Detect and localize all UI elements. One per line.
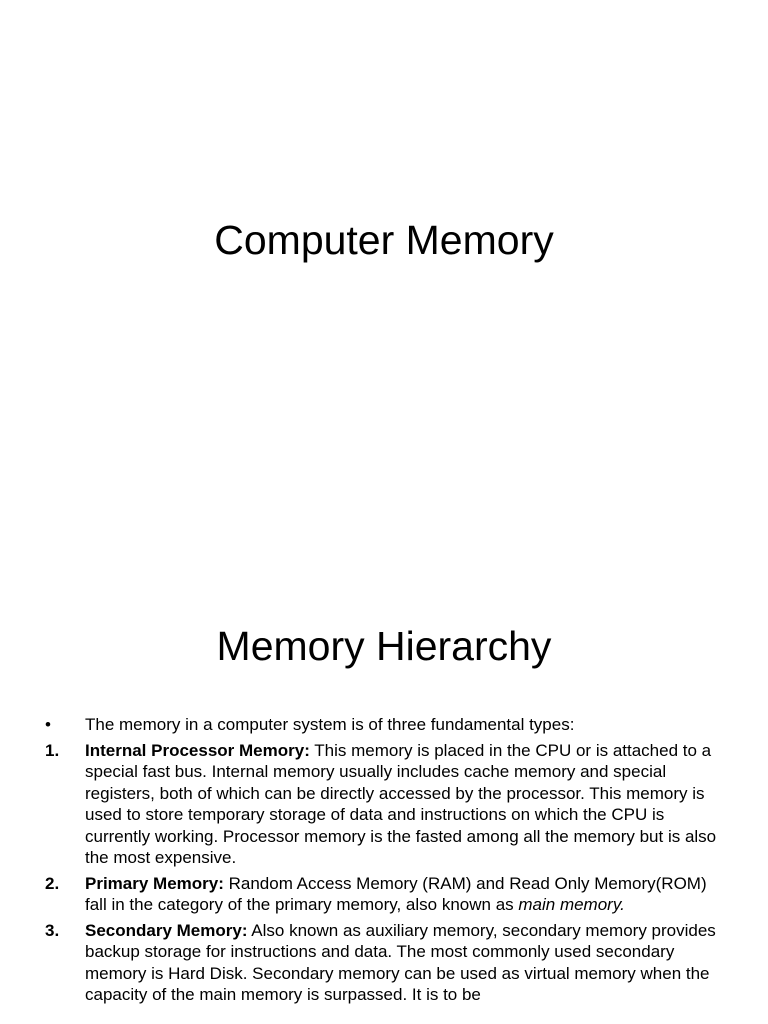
item-heading: Internal Processor Memory:	[85, 740, 310, 760]
list-item	[45, 873, 725, 916]
item-number: 1.	[45, 740, 60, 760]
item-number: 3.	[45, 920, 60, 940]
slide-body	[45, 714, 725, 1010]
slide-title: Memory Hierarchy	[216, 623, 552, 669]
item-heading: Secondary Memory:	[85, 920, 248, 940]
slide-2	[0, 576, 768, 1024]
list-item	[45, 920, 725, 1006]
slide-title: Computer Memory	[214, 217, 554, 263]
intro-bullet	[45, 714, 725, 736]
list-item	[45, 740, 725, 869]
bullet-marker: •	[45, 715, 51, 734]
item-text: Random Access Memory (RAM) and Read Only Memory(ROM) fall in the category of the primary memory, also known as	[85, 873, 707, 914]
item-emphasis: main memory.	[518, 895, 625, 914]
item-number: 2.	[45, 873, 60, 893]
item-heading: Primary Memory:	[85, 873, 224, 893]
item-text: This memory is placed in the CPU or is attached to a special fast bus. Internal memory usually includes cache memory and special registers, both of which can be directly accessed by the processor. This memory is used to store temporary storage of data and instructions on which the CPU is currently working. Processor memory is the fasted among all the memory but is also the most expensive.	[85, 740, 717, 867]
item-text: Also known as auxiliary memory, secondary memory provides backup storage for instructions and data. The most commonly used secondary memory is Hard Disk. Secondary memory can be used as virtual memory when the capacity of the main memory is surpassed. It is to be	[85, 920, 716, 1004]
intro-text: The memory in a computer system is of three fundamental types:	[85, 715, 575, 734]
